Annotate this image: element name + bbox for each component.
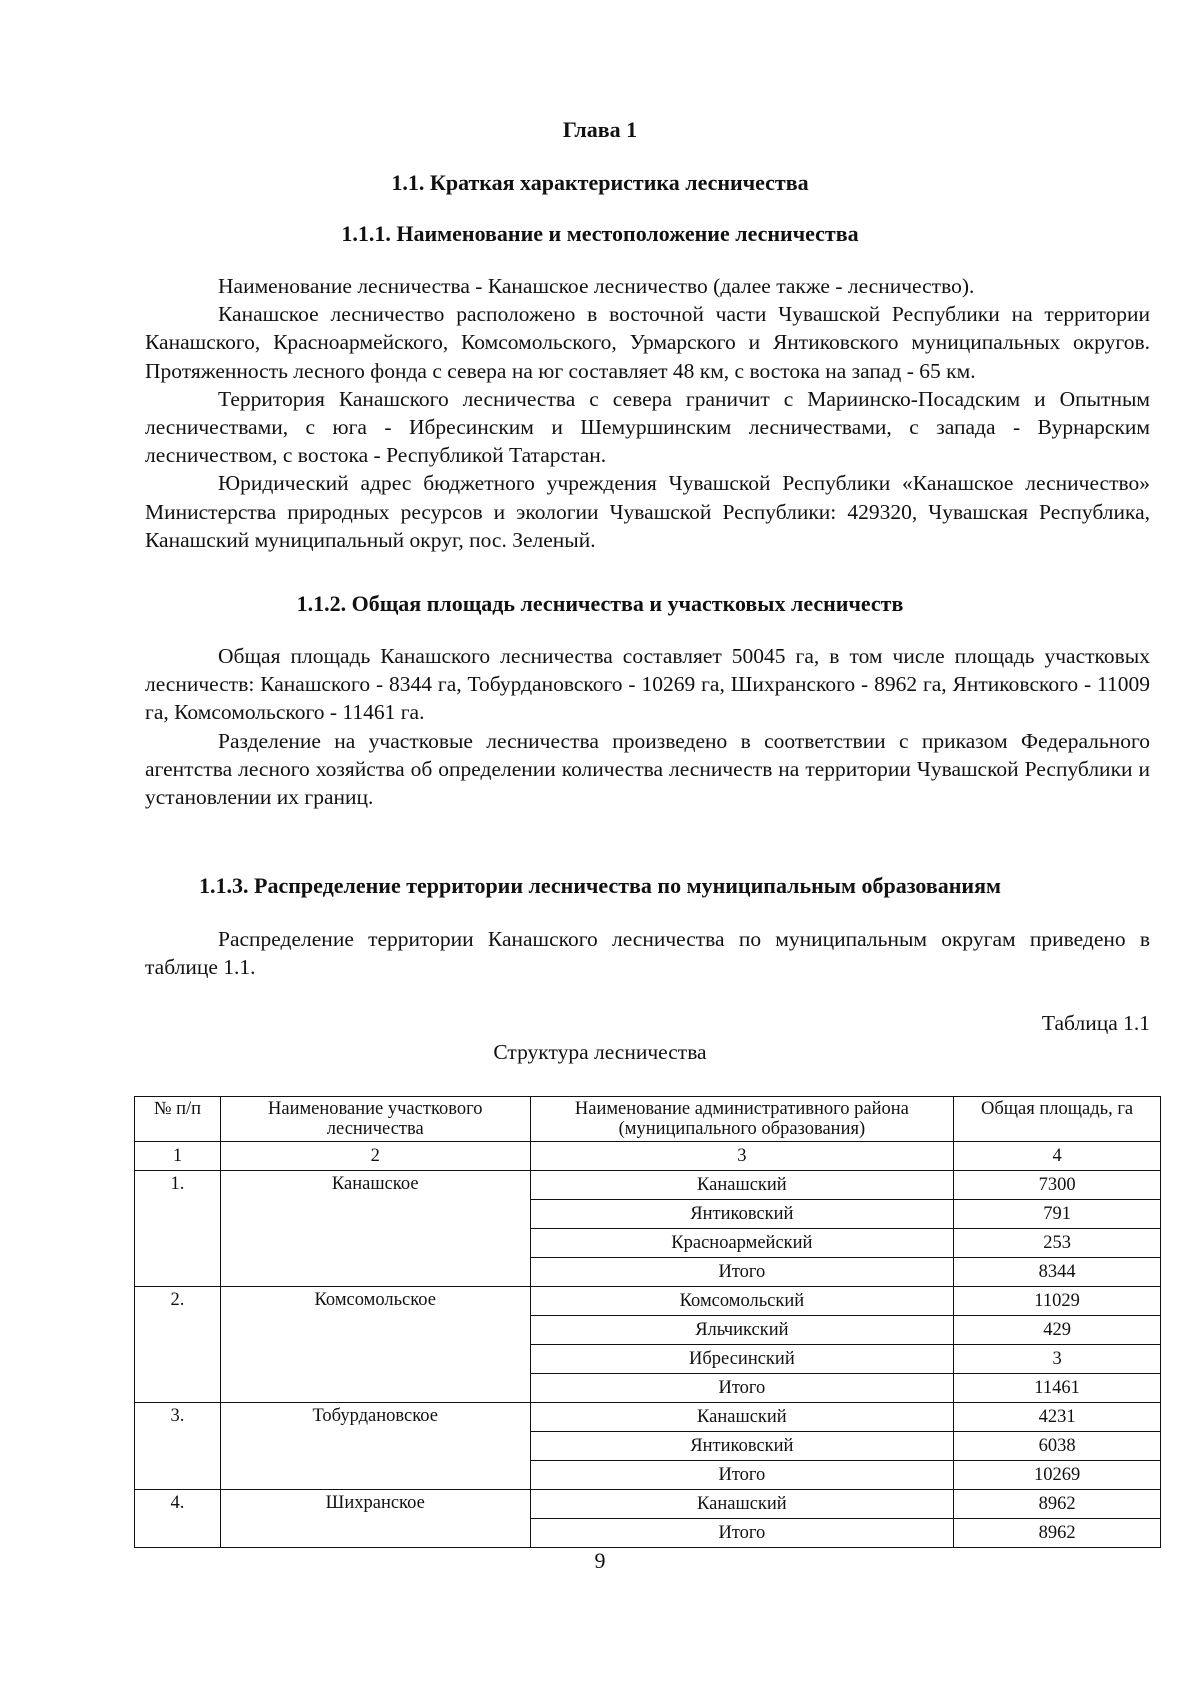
district-cell: Итого bbox=[530, 1258, 954, 1287]
paragraph-distribution: Распределение территории Канашского лесничества по муниципальным округам приведено в таблице 1.1. bbox=[145, 927, 1150, 980]
table-row bbox=[135, 1171, 1161, 1200]
column-number-cell: 1 bbox=[135, 1142, 221, 1171]
area-cell: 253 bbox=[954, 1229, 1161, 1258]
forestry-name-cell: Шихранское bbox=[220, 1490, 530, 1548]
table-label: Таблица 1.1 bbox=[1041, 1011, 1150, 1035]
area-cell: 8962 bbox=[954, 1490, 1161, 1519]
district-cell: Канашский bbox=[530, 1490, 954, 1519]
area-cell: 6038 bbox=[954, 1432, 1161, 1461]
table-row bbox=[135, 1403, 1161, 1432]
column-number-row bbox=[135, 1142, 1161, 1171]
table-row bbox=[135, 1287, 1161, 1316]
area-cell: 4231 bbox=[954, 1403, 1161, 1432]
paragraph-division: Разделение на участковые лесничества произведено в соответствии с приказом Федерального агентства лесного хозяйства об определении количества лесничеств на территории Чувашской Республики и установлении их границ. bbox=[145, 728, 1150, 810]
paragraph-group-location bbox=[145, 272, 1150, 554]
area-cell: 429 bbox=[954, 1316, 1161, 1345]
paragraph-group-area bbox=[145, 642, 1150, 811]
district-cell: Итого bbox=[530, 1374, 954, 1403]
district-cell: Итого bbox=[530, 1519, 954, 1548]
district-cell: Красноармейский bbox=[530, 1229, 954, 1258]
district-cell: Итого bbox=[530, 1461, 954, 1490]
paragraph-name: Наименование лесничества - Канашское лесничество (далее также - лесничество). bbox=[218, 274, 975, 298]
row-number-cell: 3. bbox=[135, 1403, 221, 1490]
district-cell: Ибресинский bbox=[530, 1345, 954, 1374]
district-cell: Яльчикский bbox=[530, 1316, 954, 1345]
header-forestry-name: Наименование участкового лесничества bbox=[220, 1097, 530, 1142]
column-number-cell: 3 bbox=[530, 1142, 954, 1171]
chapter-title: Глава 1 bbox=[562, 117, 638, 142]
paragraph-group-distribution bbox=[145, 925, 1150, 981]
column-number-cell: 2 bbox=[220, 1142, 530, 1171]
paragraph-location: Канашское лесничество расположено в восточной части Чувашской Республики на территории Канашского, Красноармейского, Комсомольского, Урмарского и Янтиковского муниципальных округов. Протяженность лесного фонда с севера на юг составляет 48 км, с востока на запад - 65 км. bbox=[145, 302, 1150, 383]
row-number-cell: 4. bbox=[135, 1490, 221, 1548]
section-heading-1-1: 1.1. Краткая характеристика лесничества bbox=[391, 170, 809, 195]
area-cell: 11029 bbox=[954, 1287, 1161, 1316]
paragraph-address: Юридический адрес бюджетного учреждения Чувашской Республики «Канашское лесничество» Министерства природных ресурсов и экологии Чувашской Республики: 429320, Чувашская Республика, Канашский муниципальный округ, пос. Зеленый. bbox=[145, 471, 1150, 552]
row-number-cell: 2. bbox=[135, 1287, 221, 1403]
district-cell: Янтиковский bbox=[530, 1432, 954, 1461]
forestry-structure-table bbox=[134, 1096, 1161, 1548]
district-cell: Янтиковский bbox=[530, 1200, 954, 1229]
header-district-name: Наименование административного района (муниципального образования) bbox=[530, 1097, 954, 1142]
district-cell: Комсомольский bbox=[530, 1287, 954, 1316]
district-cell: Канашский bbox=[530, 1171, 954, 1200]
section-heading-1-1-2: 1.1.2. Общая площадь лесничества и участковых лесничеств bbox=[296, 591, 904, 616]
area-cell: 11461 bbox=[954, 1374, 1161, 1403]
section-heading-1-1-1: 1.1.1. Наименование и местоположение лесничества bbox=[341, 221, 859, 246]
area-cell: 3 bbox=[954, 1345, 1161, 1374]
area-cell: 791 bbox=[954, 1200, 1161, 1229]
area-cell: 8962 bbox=[954, 1519, 1161, 1548]
area-cell: 10269 bbox=[954, 1461, 1161, 1490]
paragraph-total-area: Общая площадь Канашского лесничества составляет 50045 га, в том числе площадь участковых лесничеств: Канашского - 8344 га, Тобурдановского - 10269 га, Шихранского - 8962 га, Янтиковского - 11009 га, Комсомольского - 11461 га. bbox=[145, 644, 1150, 725]
area-cell: 7300 bbox=[954, 1171, 1161, 1200]
page-number: 9 bbox=[594, 1548, 606, 1573]
header-total-area: Общая площадь, га bbox=[954, 1097, 1161, 1142]
area-cell: 8344 bbox=[954, 1258, 1161, 1287]
forestry-name-cell: Канашское bbox=[220, 1171, 530, 1287]
forestry-name-cell: Тобурдановское bbox=[220, 1403, 530, 1490]
district-cell: Канашский bbox=[530, 1403, 954, 1432]
header-number: № п/п bbox=[135, 1097, 221, 1142]
section-heading-1-1-3: 1.1.3. Распределение территории лесничества по муниципальным образованиям bbox=[199, 873, 1001, 898]
table-header-row bbox=[135, 1097, 1161, 1142]
forestry-name-cell: Комсомольское bbox=[220, 1287, 530, 1403]
paragraph-borders: Территория Канашского лесничества с севера граничит с Мариинско-Посадским и Опытным лесничествами, с юга - Ибресинским и Шемуршинским лесничествами, с запада - Вурнарским лесничеством, с востока - Республикой Татарстан. bbox=[145, 386, 1150, 468]
column-number-cell: 4 bbox=[954, 1142, 1161, 1171]
table-title: Структура лесничества bbox=[493, 1040, 707, 1064]
table-row bbox=[135, 1490, 1161, 1519]
row-number-cell: 1. bbox=[135, 1171, 221, 1287]
